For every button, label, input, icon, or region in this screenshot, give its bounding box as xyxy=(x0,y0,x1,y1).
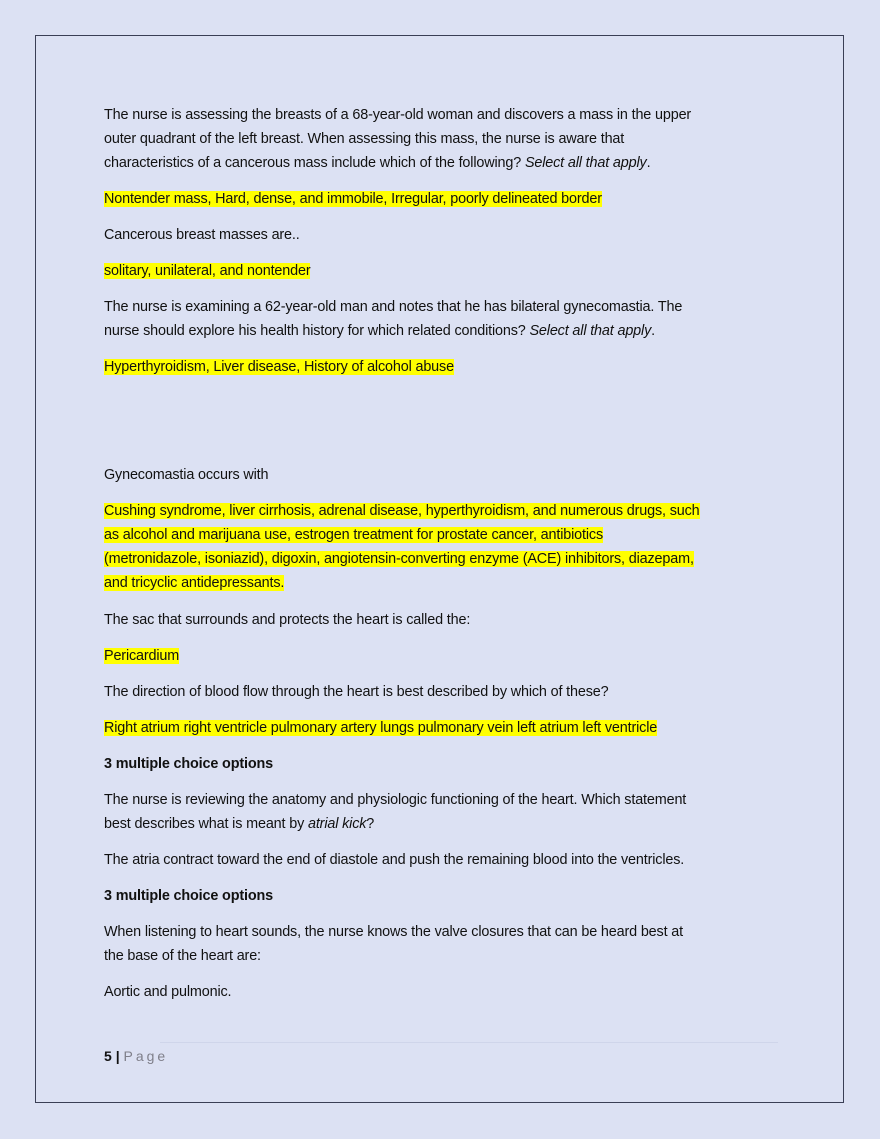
page-number: 5 xyxy=(104,1048,112,1064)
text-line: When listening to heart sounds, the nurse knows the valve closures that can be heard best at xyxy=(104,924,683,940)
text: best describes what is meant by xyxy=(104,816,308,832)
bold-label: 3 multiple choice options xyxy=(104,756,273,772)
highlighted-answer: Hyperthyroidism, Liver disease, History of alcohol abuse xyxy=(104,359,454,375)
italic-text: Select all that apply xyxy=(529,323,652,339)
highlighted-answer: solitary, unilateral, and nontender xyxy=(104,263,311,279)
question-breast-mass xyxy=(104,103,691,175)
text-line: The nurse is reviewing the anatomy and physiologic functioning of the heart. Which statement xyxy=(104,792,687,808)
footer-rule xyxy=(160,1042,778,1043)
italic-text: Select all that apply xyxy=(524,155,647,171)
italic-text: atrial kick xyxy=(307,816,367,832)
question-text: The direction of blood flow through the heart is best described by which of these? xyxy=(104,684,609,700)
question-text: The sac that surrounds and protects the heart is called the: xyxy=(104,612,471,628)
page-label: Page xyxy=(123,1048,169,1064)
highlighted-answer: and tricyclic antidepressants. xyxy=(104,575,285,591)
text-line: The nurse is assessing the breasts of a 68-year-old woman and discovers a mass in the upper xyxy=(104,107,692,123)
question-text: Cancerous breast masses are.. xyxy=(104,227,300,243)
question-text: Gynecomastia occurs with xyxy=(104,467,269,483)
text-line xyxy=(104,319,682,343)
text-line: The nurse is examining a 62-year-old man and notes that he has bilateral gynecomastia. The xyxy=(104,299,683,315)
highlighted-answer: Nontender mass, Hard, dense, and immobile, Irregular, poorly delineated border xyxy=(104,191,602,207)
answer-text: Aortic and pulmonic. xyxy=(104,984,232,1000)
text-line xyxy=(104,151,691,175)
highlighted-answer: as alcohol and marijuana use, estrogen treatment for prostate cancer, antibiotics xyxy=(104,527,604,543)
highlighted-answer: (metronidazole, isoniazid), digoxin, angiotensin-converting enzyme (ACE) inhibitors, diazepam, xyxy=(104,551,694,567)
answer-breast-mass xyxy=(104,187,602,211)
answer-gynecomastia-causes xyxy=(104,499,700,595)
answer-text: The atria contract toward the end of diastole and push the remaining blood into the ventricles. xyxy=(104,852,685,868)
footer-separator: | xyxy=(115,1048,120,1064)
page-footer xyxy=(104,1046,168,1066)
highlighted-answer: Right atrium right ventricle pulmonary artery lungs pulmonary vein left atrium left ventricle xyxy=(104,720,658,736)
text: ? xyxy=(366,816,375,832)
question-atrial-kick xyxy=(104,788,686,836)
text: . xyxy=(651,323,655,339)
text: nurse should explore his health history for which related conditions? xyxy=(104,323,530,339)
text-line: the base of the heart are: xyxy=(104,948,261,964)
highlighted-answer: Pericardium xyxy=(104,648,180,664)
bold-label: 3 multiple choice options xyxy=(104,888,273,904)
text-line xyxy=(104,812,686,836)
question-gynecomastia xyxy=(104,295,682,343)
question-heart-sounds xyxy=(104,920,683,968)
text-line: outer quadrant of the left breast. When assessing this mass, the nurse is aware that xyxy=(104,131,625,147)
text: characteristics of a cancerous mass include which of the following? xyxy=(104,155,525,171)
highlighted-answer: Cushing syndrome, liver cirrhosis, adrenal disease, hyperthyroidism, and numerous drugs, such xyxy=(104,503,700,519)
text: . xyxy=(646,155,651,171)
